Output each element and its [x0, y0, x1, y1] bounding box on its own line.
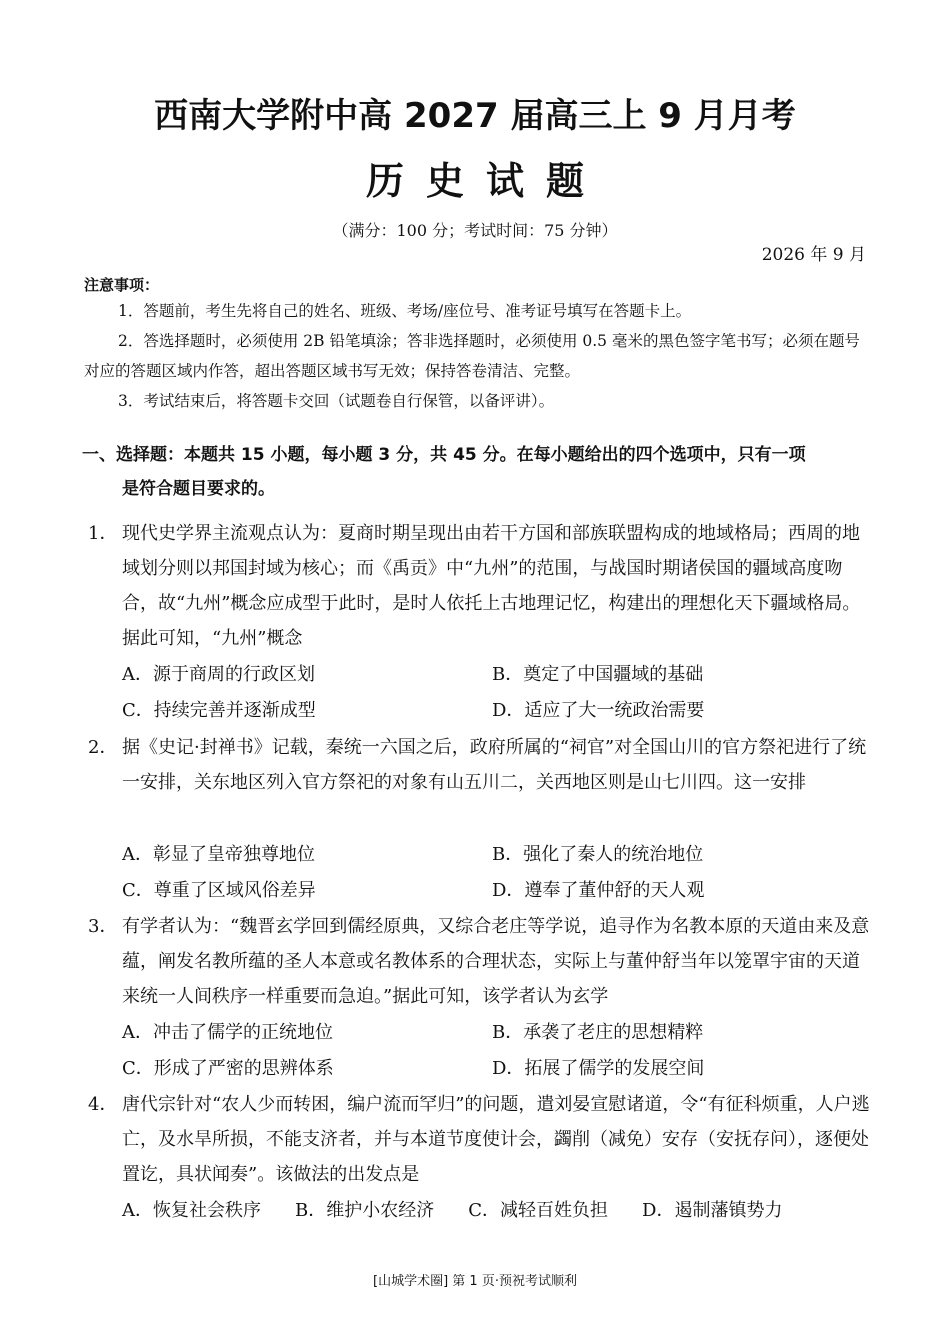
option-d: D．适应了大一统政治需要 — [492, 700, 705, 721]
question-1 — [88, 516, 874, 656]
option-a: A．恢复社会秩序 — [122, 1200, 261, 1221]
question-stem: 现代史学界主流观点认为：夏商时期呈现出由若干方国和部族联盟构成的地域格局；西周的地域划分则以邦国封域为核心；而《禹贡》中“九州”的范围，与战国时期诸侯国的疆域高度吻合，故“九州”概念应成型于此时，是时人依托上古地理记忆，构建出的理想化天下疆域格局。据此可知，“九州”概念 — [122, 523, 861, 649]
option-b: B．奠定了中国疆域的基础 — [492, 664, 704, 685]
question-stem: 唐代宗针对“农人少而转困，编户流而罕归”的问题，遣刘晏宣慰诸道，令“有征科烦重，人户逃亡，及水旱所损，不能支济者，并与本道节度使计会，蠲削（减免）安存（安抚存问），逐便处置讫，具状闻奏”。该做法的出发点是 — [122, 1094, 870, 1185]
option-b: B．维护小农经济 — [295, 1200, 435, 1221]
question-number: 3． — [88, 916, 118, 937]
question-2 — [88, 730, 874, 800]
question-stem: 有学者认为：“魏晋玄学回到儒经原典，又综合老庄等学说，追寻作为名教本原的天道由来及意蕴，阐发名教所蕴的圣人本意或名教体系的合理状态，实际上与董仲舒当年以笼罩宇宙的天道来统一人间秩序一样重要而急迫。”据此可知，该学者认为玄学 — [122, 916, 870, 1007]
option-a: A．源于商周的行政区划 — [122, 664, 315, 685]
option-a: A．冲击了儒学的正统地位 — [122, 1022, 333, 1043]
option-b: B．强化了秦人的统治地位 — [492, 844, 704, 865]
question-number: 1． — [88, 523, 118, 544]
question-3-options — [122, 1015, 872, 1087]
question-number: 4． — [88, 1094, 118, 1115]
option-c: C．持续完善并逐渐成型 — [122, 700, 316, 721]
notice-item: 2．答选择题时，必须使用 2B 铅笔填涂；答非选择题时，必须使用 0.5 毫米的黑色签字笔书写；必须在题号对应的答题区域内作答，超出答题区域书写无效；保持答卷清洁、完整。 — [84, 332, 860, 380]
question-2-options — [122, 837, 872, 909]
option-d: D．遏制藩镇势力 — [642, 1200, 783, 1221]
question-3 — [88, 909, 874, 1014]
option-d: D．拓展了儒学的发展空间 — [492, 1058, 705, 1079]
exam-date: 2026 年 9 月 — [761, 245, 866, 265]
section-heading-line2: 是符合题目要求的。 — [122, 479, 275, 499]
question-4 — [88, 1087, 874, 1192]
question-stem: 据《史记·封禅书》记载，秦统一六国之后，政府所属的“祠官”对全国山川的官方祭祀进行了统一安排，关东地区列入官方祭祀的对象有山五川二，关西地区则是山七川四。这一安排 — [122, 737, 867, 793]
option-c: C．尊重了区域风俗差异 — [122, 880, 316, 901]
option-c: C．减轻百姓负担 — [468, 1200, 609, 1221]
option-d: D．遵奉了董仲舒的天人观 — [492, 880, 705, 901]
question-number: 2． — [88, 737, 118, 758]
page-footer: [山城学术圈] 第 1 页·预祝考试顺利 — [373, 1274, 577, 1289]
notice-item: 1．答题前，考生先将自己的姓名、班级、考场/座位号、准考证号填写在答题卡上。 — [118, 302, 692, 320]
section-heading-line1: 一、选择题：本题共 15 小题，每小题 3 分，共 45 分。在每小题给出的四个选项中，只有一项 — [82, 445, 806, 465]
option-c: C．形成了严密的思辨体系 — [122, 1058, 334, 1079]
option-b: B．承袭了老庄的思想精粹 — [492, 1022, 704, 1043]
question-4-options — [122, 1193, 872, 1229]
option-a: A．彰显了皇帝独尊地位 — [122, 844, 315, 865]
notice-heading: 注意事项： — [84, 276, 160, 294]
question-1-options — [122, 657, 872, 729]
section-heading — [82, 438, 872, 506]
exam-title: 西南大学附中高 2027 届高三上 9 月月考 — [154, 96, 796, 136]
subject-title: 历史试题 — [365, 159, 606, 203]
exam-meta: （满分：100 分；考试时间：75 分钟） — [332, 221, 618, 240]
notice-item: 3．考试结束后，将答题卡交回（试题卷自行保管，以备评讲）。 — [118, 392, 555, 410]
